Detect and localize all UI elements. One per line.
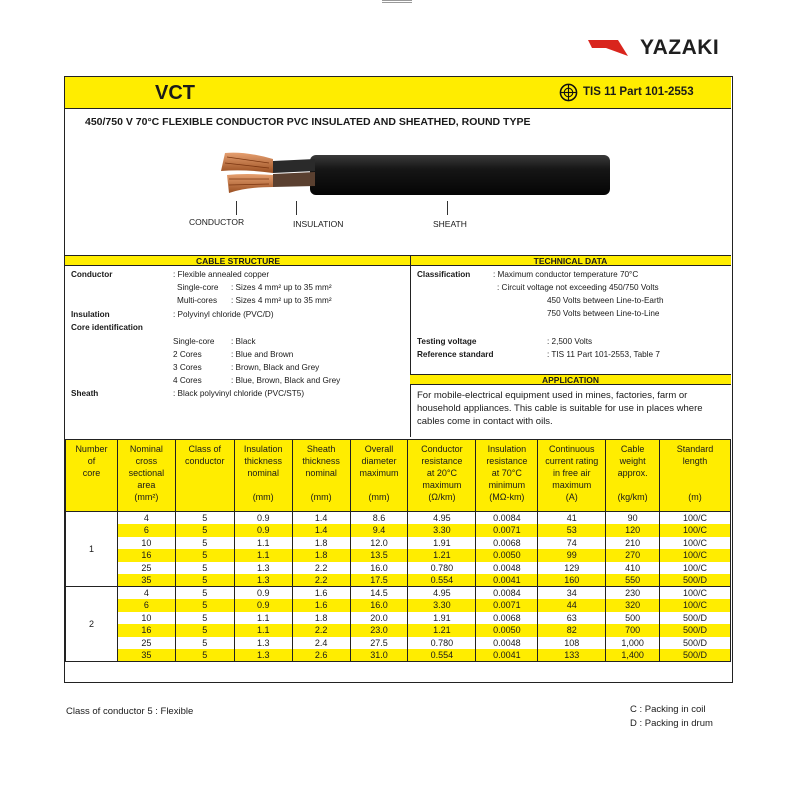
table-cell: 2.6 [292, 649, 350, 662]
class-of-conductor-note: Class of conductor 5 : Flexible [66, 706, 194, 717]
table-cell: 0.9 [234, 599, 292, 612]
section-divider [410, 256, 411, 437]
table-cell: 27.5 [350, 637, 408, 650]
table-row [66, 574, 731, 587]
yazaki-chevron-icon [588, 38, 634, 58]
cable-structure-heading: CABLE STRUCTURE [65, 255, 411, 266]
table-cell: 0.780 [408, 637, 476, 650]
table-cell: 23.0 [350, 624, 408, 637]
table-cell: 500/D [660, 649, 731, 662]
column-header: Standard length (m) [660, 440, 731, 512]
datasheet [64, 76, 733, 683]
table-cell: 0.780 [408, 562, 476, 575]
table-cell: 129 [538, 562, 606, 575]
core-id-item-label: 3 Cores [173, 363, 202, 372]
table-row [66, 537, 731, 550]
core-count-cell: 2 [66, 587, 118, 662]
table-cell: 0.0071 [476, 524, 538, 537]
table-cell: 0.554 [408, 649, 476, 662]
column-header: Continuous current rating in free air maximum (A) [538, 440, 606, 512]
table-cell: 5 [175, 599, 234, 612]
cable-illustration [215, 141, 615, 201]
brand-logo [588, 36, 736, 62]
table-cell: 0.9 [234, 524, 292, 537]
classification-line: : Maximum conductor temperature 70°C [493, 270, 639, 279]
table-cell: 5 [175, 549, 234, 562]
table-cell: 9.4 [350, 524, 408, 537]
table-cell: 10 [117, 537, 175, 550]
table-cell: 0.9 [234, 587, 292, 600]
multi-core-size-label: Multi-cores [177, 296, 218, 305]
table-row [66, 637, 731, 650]
table-cell: 133 [538, 649, 606, 662]
table-cell: 100/C [660, 524, 731, 537]
table-cell: 17.5 [350, 574, 408, 587]
table-cell: 500 [606, 612, 660, 625]
table-cell: 99 [538, 549, 606, 562]
column-header: Class of conductor [175, 440, 234, 512]
table-cell: 500/D [660, 637, 731, 650]
table-cell: 4.95 [408, 512, 476, 525]
table-cell: 0.0084 [476, 512, 538, 525]
table-cell: 1.21 [408, 624, 476, 637]
callout-conductor: CONDUCTOR [189, 217, 245, 227]
table-cell: 4 [117, 512, 175, 525]
table-cell: 5 [175, 562, 234, 575]
table-cell: 5 [175, 537, 234, 550]
table-cell: 120 [606, 524, 660, 537]
classification-line: 450 Volts between Line-to-Earth [547, 296, 664, 305]
table-cell: 25 [117, 562, 175, 575]
table-body [66, 512, 731, 662]
reference-standard-value: : TIS 11 Part 101-2553, Table 7 [547, 350, 660, 359]
table-cell: 1.6 [292, 599, 350, 612]
table-cell: 700 [606, 624, 660, 637]
table-cell: 100/C [660, 549, 731, 562]
table-cell: 1.8 [292, 537, 350, 550]
insulation-label: Insulation [71, 310, 110, 319]
table-cell: 5 [175, 637, 234, 650]
column-header: Nominal cross sectional area (mm²) [117, 440, 175, 512]
table-cell: 100/C [660, 537, 731, 550]
table-cell: 53 [538, 524, 606, 537]
table-cell: 35 [117, 574, 175, 587]
sheath-callout-line [447, 201, 448, 215]
table-cell: 5 [175, 524, 234, 537]
application-text: For mobile-electrical equipment used in mines, factories, farm or household appliances. This cable is suitable for use in places where cables come in contact with oils. [417, 390, 703, 427]
table-cell: 0.0084 [476, 587, 538, 600]
table-cell: 20.0 [350, 612, 408, 625]
table-cell: 8.6 [350, 512, 408, 525]
table-cell: 10 [117, 612, 175, 625]
core-id-item-label: 2 Cores [173, 350, 202, 359]
table-cell: 0.0048 [476, 562, 538, 575]
table-cell: 13.5 [350, 549, 408, 562]
table-cell: 230 [606, 587, 660, 600]
table-row [66, 612, 731, 625]
table-cell: 5 [175, 624, 234, 637]
brand-name: YAZAKI [640, 36, 720, 59]
table-cell: 5 [175, 574, 234, 587]
table-row [66, 599, 731, 612]
callout-sheath: SHEATH [433, 219, 467, 229]
table-cell: 3.30 [408, 524, 476, 537]
table-cell: 1.1 [234, 624, 292, 637]
column-header: Conductor resistance at 20°C maximum (Ω/km) [408, 440, 476, 512]
table-row [66, 562, 731, 575]
table-cell: 1,400 [606, 649, 660, 662]
table-cell: 0.0048 [476, 637, 538, 650]
table-cell: 0.0071 [476, 599, 538, 612]
classification-line: 750 Volts between Line-to-Line [547, 309, 660, 318]
table-row [66, 524, 731, 537]
table-cell: 3.30 [408, 599, 476, 612]
table-row [66, 587, 731, 600]
table-cell: 1.3 [234, 562, 292, 575]
table-cell: 2.2 [292, 574, 350, 587]
table-cell: 5 [175, 649, 234, 662]
table-cell: 0.0041 [476, 574, 538, 587]
column-header: Overall diameter maximum (mm) [350, 440, 408, 512]
table-cell: 210 [606, 537, 660, 550]
standard-reference: TIS 11 Part 101-2553 [583, 86, 694, 98]
table-cell: 0.0050 [476, 624, 538, 637]
conductor-value: : Flexible annealed copper [173, 270, 270, 279]
table-cell: 270 [606, 549, 660, 562]
multi-core-size-value: : Sizes 4 mm² up to 35 mm² [231, 296, 332, 305]
product-code: VCT [155, 82, 195, 104]
table-cell: 0.554 [408, 574, 476, 587]
table-cell: 82 [538, 624, 606, 637]
table-cell: 5 [175, 612, 234, 625]
table-cell: 100/C [660, 512, 731, 525]
table-cell: 2.4 [292, 637, 350, 650]
table-cell: 1.4 [292, 524, 350, 537]
column-header: Insulation thickness nominal (mm) [234, 440, 292, 512]
packing-drum-note: D : Packing in drum [630, 718, 713, 729]
callout-insulation: INSULATION [293, 219, 344, 229]
table-cell: 410 [606, 562, 660, 575]
table-header-row [66, 440, 731, 512]
core-id-item-value: : Black [231, 337, 256, 346]
table-cell: 34 [538, 587, 606, 600]
sheath-value: : Black polyvinyl chloride (PVC/ST5) [173, 389, 305, 398]
insulation-callout-line [296, 201, 297, 215]
table-cell: 6 [117, 599, 175, 612]
insulation-value: : Polyvinyl chloride (PVC/D) [173, 310, 274, 319]
testing-voltage-label: Testing voltage [417, 337, 477, 346]
table-cell: 44 [538, 599, 606, 612]
table-cell: 0.0068 [476, 612, 538, 625]
table-cell: 2.2 [292, 624, 350, 637]
table-cell: 41 [538, 512, 606, 525]
table-cell: 320 [606, 599, 660, 612]
table-cell: 1.4 [292, 512, 350, 525]
sheath-label: Sheath [71, 389, 99, 398]
table-cell: 500/D [660, 612, 731, 625]
table-cell: 31.0 [350, 649, 408, 662]
conductor-label: Conductor [71, 270, 113, 279]
table-cell: 1.3 [234, 649, 292, 662]
table-cell: 108 [538, 637, 606, 650]
table-cell: 6 [117, 524, 175, 537]
title-bar [65, 77, 731, 109]
core-id-item-value: : Blue and Brown [231, 350, 294, 359]
table-cell: 25 [117, 637, 175, 650]
table-cell: 63 [538, 612, 606, 625]
cable-subtitle: 450/750 V 70°C FLEXIBLE CONDUCTOR PVC INSULATED AND SHEATHED, ROUND TYPE [85, 116, 531, 128]
core-id-label: Core identification [71, 323, 143, 332]
core-id-item-value: : Blue, Brown, Black and Grey [231, 376, 341, 385]
table-cell: 1.91 [408, 537, 476, 550]
application-heading: APPLICATION [410, 374, 731, 385]
table-row [66, 512, 731, 525]
table-cell: 160 [538, 574, 606, 587]
table-cell: 100/C [660, 587, 731, 600]
core-id-item-label: Single-core [173, 337, 215, 346]
table-cell: 1.8 [292, 612, 350, 625]
table-cell: 5 [175, 587, 234, 600]
table-cell: 5 [175, 512, 234, 525]
column-header: Sheath thickness nominal (mm) [292, 440, 350, 512]
table-cell: 90 [606, 512, 660, 525]
table-cell: 1.8 [292, 549, 350, 562]
table-cell: 14.5 [350, 587, 408, 600]
testing-voltage-value: : 2,500 Volts [547, 337, 593, 346]
table-cell: 500/D [660, 574, 731, 587]
page-top-mark [382, 0, 412, 3]
table-cell: 0.0068 [476, 537, 538, 550]
table-cell: 1.1 [234, 537, 292, 550]
single-core-size-label: Single-core [177, 283, 219, 292]
table-row [66, 624, 731, 637]
table-cell: 16.0 [350, 599, 408, 612]
table-cell: 0.9 [234, 512, 292, 525]
table-cell: 1.21 [408, 549, 476, 562]
core-id-item-value: : Brown, Black and Grey [231, 363, 320, 372]
classification-line: : Circuit voltage not exceeding 450/750 Volts [497, 283, 659, 292]
table-cell: 1.3 [234, 637, 292, 650]
single-core-size-value: : Sizes 4 mm² up to 35 mm² [231, 283, 332, 292]
table-cell: 1,000 [606, 637, 660, 650]
table-cell: 12.0 [350, 537, 408, 550]
table-cell: 16 [117, 624, 175, 637]
table-cell: 2.2 [292, 562, 350, 575]
table-cell: 0.0050 [476, 549, 538, 562]
table-row [66, 649, 731, 662]
table-cell: 1.1 [234, 549, 292, 562]
specification-table [65, 439, 731, 662]
reference-standard-label: Reference standard [417, 350, 494, 359]
table-cell: 74 [538, 537, 606, 550]
table-cell: 1.1 [234, 612, 292, 625]
table-cell: 4.95 [408, 587, 476, 600]
column-header: Number of core [66, 440, 118, 512]
core-count-cell: 1 [66, 512, 118, 587]
table-cell: 1.3 [234, 574, 292, 587]
table-cell: 500/D [660, 624, 731, 637]
technical-data-heading: TECHNICAL DATA [410, 255, 731, 266]
table-cell: 16 [117, 549, 175, 562]
column-header: Insulation resistance at 70°C minimum (MΩ-km) [476, 440, 538, 512]
table-cell: 0.0041 [476, 649, 538, 662]
table-row [66, 549, 731, 562]
table-cell: 1.91 [408, 612, 476, 625]
core-id-item-label: 4 Cores [173, 376, 202, 385]
tis-certification-icon [559, 83, 578, 102]
classification-label: Classification [417, 270, 471, 279]
column-header: Cable weight approx. (kg/km) [606, 440, 660, 512]
packing-coil-note: C : Packing in coil [630, 704, 706, 715]
table-cell: 550 [606, 574, 660, 587]
table-cell: 100/C [660, 599, 731, 612]
table-cell: 1.6 [292, 587, 350, 600]
table-cell: 16.0 [350, 562, 408, 575]
table-cell: 35 [117, 649, 175, 662]
conductor-callout-line [236, 201, 237, 215]
table-cell: 4 [117, 587, 175, 600]
table-cell: 100/C [660, 562, 731, 575]
